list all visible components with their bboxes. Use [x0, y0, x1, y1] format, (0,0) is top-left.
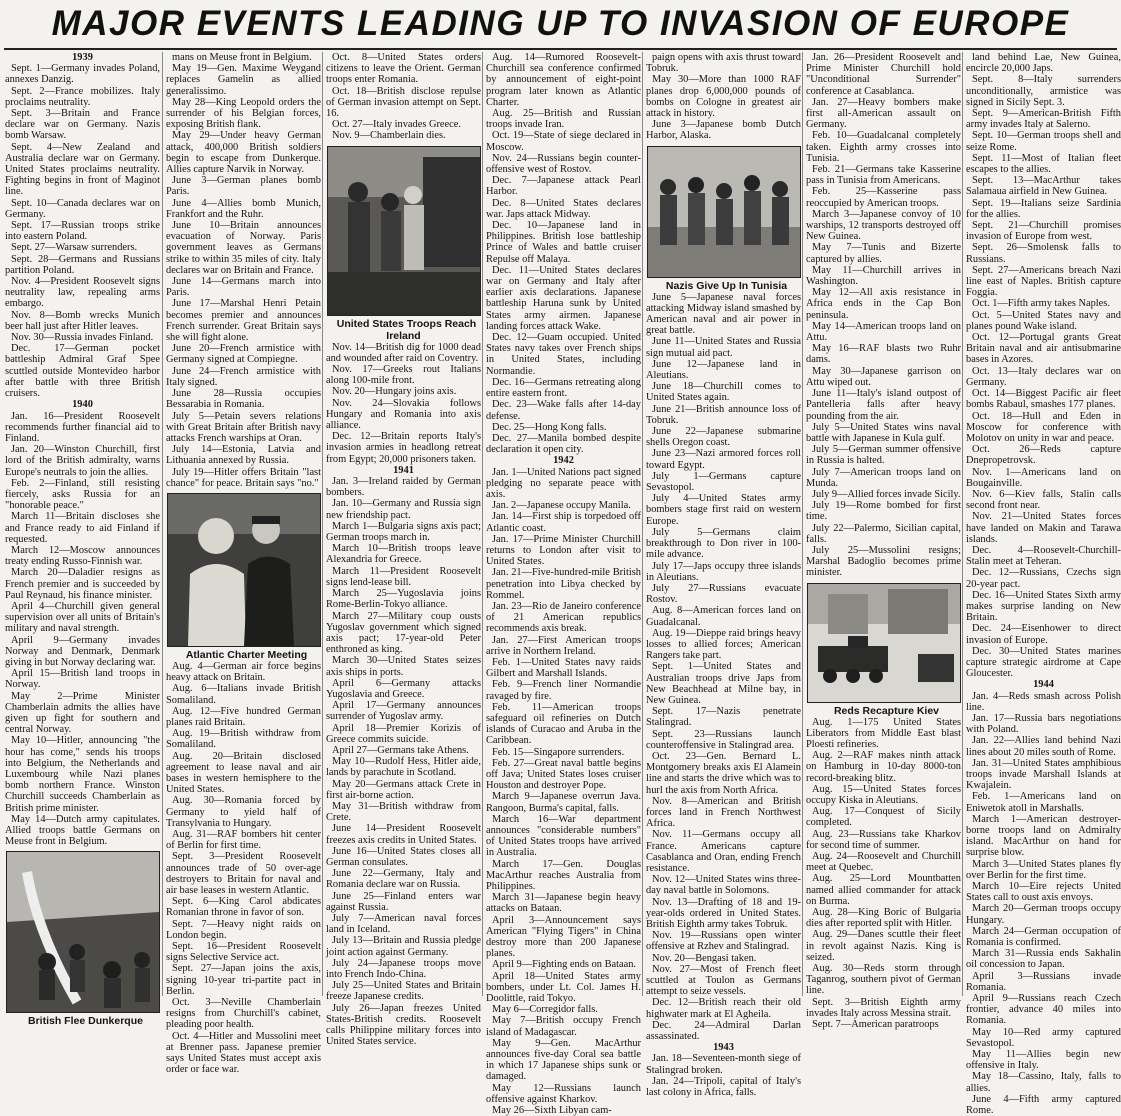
event-entry: Nov. 9—Chamberlain dies.	[332, 130, 446, 142]
event-entry: April 18—Premier Korizis of Greece commits suicide.	[326, 722, 481, 745]
event-entry: Aug. 29—Danes scuttle their fleet in revolt against Nazis. King is seized.	[806, 929, 961, 963]
photo-caption: United States Troops Reach Ireland	[336, 317, 477, 342]
event-entry: Jan. 3—Ireland raided by German bombers.	[326, 476, 481, 499]
event-entry: March 12—Moscow announces treaty ending Russo-Finnish war.	[5, 544, 160, 568]
event-list	[966, 52, 1121, 679]
event-list	[5, 63, 160, 399]
event-entry: Oct. 18—British disclose repulse of German invasion attempt on Sept. 16.	[326, 85, 481, 120]
event-entry: Sept. 17—Nazis penetrate Stalingrad.	[646, 706, 801, 729]
event-entry: Feb. 25—Kasserine pass reoccupied by American troops.	[806, 186, 961, 209]
event-list	[806, 52, 961, 579]
event-entry: July 13—Britain and Russia pledge joint action against Germany.	[326, 935, 481, 958]
event-entry: April 18—United States army bombers, under Lt. Col. James H. Doolittle, raid Tokyo.	[486, 970, 641, 1005]
event-entry: Sept. 27—Japan joins the axis, signing 10-year tri-partite pact in Berlin.	[166, 963, 321, 997]
event-entry: July 25—Mussolini resigns; Marshal Badoglio becomes prime minister.	[806, 544, 961, 579]
event-entry: July 5—Petain severs relations with Great Britain after British navy attacks French warships at Oran.	[166, 410, 321, 444]
column-divider	[802, 52, 803, 996]
event-entry: Oct. 27—Italy invades Greece.	[332, 119, 461, 131]
event-entry: April 3—Announcement says American "Flying Tigers" in China destroy more than 200 Japanese planes.	[486, 914, 641, 960]
event-list	[646, 52, 801, 142]
event-entry: July 9—Allied forces invade Sicily.	[812, 488, 961, 500]
event-entry: Dec. 30—United States marines capture strategic airdrome at Cape Gloucester.	[966, 645, 1121, 680]
event-entry: Oct. 14—Biggest Pacific air fleet bombs Rabaul, smashes 177 planes.	[966, 388, 1121, 411]
event-entry: Aug. 17—Conquest of Sicily completed.	[806, 806, 961, 829]
event-entry: Jan. 18—Seventeen-month siege of Stalingrad broken.	[646, 1053, 801, 1076]
event-entry: March 27—Military coup ousts Yugoslav government which signed axis pact; 17-year-old Peter enthroned as king.	[326, 610, 481, 656]
event-entry: May 12—All axis resistance in Africa ends in the Cap Bon peninsula.	[806, 287, 961, 321]
event-entry: March 9—Japanese overrun Java. Rangoon, Burma's capital, falls.	[486, 791, 641, 814]
event-entry: Nov. 24—Russians begin counter-offensive west of Rostov.	[486, 152, 641, 176]
event-entry: June 14—President Roosevelt freezes axis credits in United States.	[326, 823, 481, 846]
event-entry: June 3—Japanese bomb Dutch Harbor, Alaska.	[646, 119, 801, 142]
event-entry: Sept. 17—Russian troops strike into eastern Poland.	[5, 220, 160, 243]
event-entry: Aug. 30—Romania forced by Germany to yield half of Transylvania to Hungary.	[166, 795, 321, 829]
event-entry: May 30—More than 1000 RAF planes drop 6,000,000 pounds of bombs on Cologne in greatest air attack in history.	[646, 74, 801, 120]
event-entry: May 31—British withdraw from Crete.	[326, 800, 481, 824]
event-entry: Sept. 4—New Zealand and Australia declare war on Germany. United States proclaims neutrality. Fighting begins in front of Maginot line.	[5, 141, 160, 198]
event-entry: mans on Meuse front in Belgium.	[172, 52, 312, 63]
event-entry: March 31—Japanese begin heavy attacks on Bataan.	[486, 892, 641, 915]
event-entry: Dec. 27—Manila bombed despite declaration it open city.	[486, 432, 641, 456]
event-entry: May 14—Dutch army capitulates. Allied troops battle Germans on Meuse front in Belgium.	[5, 813, 160, 848]
event-entry: March 25—Yugoslavia joins Rome-Berlin-Tokyo alliance.	[326, 588, 481, 611]
event-entry: Dec. 12—Russians, Czechs sign 20-year pact.	[966, 567, 1121, 590]
year-heading: 1941	[393, 464, 414, 476]
event-entry: Nov. 14—British dig for 1000 dead and wounded after raid on Coventry.	[326, 341, 481, 364]
event-entry: Nov. 20—Bengasi taken.	[652, 952, 757, 964]
event-list	[5, 411, 160, 848]
event-entry: Aug. 2—RAF makes ninth attack on Hamburg in 10-day 8000-ton record-breaking blitz.	[806, 750, 961, 784]
event-entry: Aug. 4—German air force begins heavy attack on Britain.	[166, 660, 321, 684]
photo-dunkerque	[6, 851, 160, 1013]
event-entry: Sept. 8—Italy surrenders unconditionally, armistice was signed in Sicily Sept. 3.	[966, 74, 1121, 108]
event-entry: June 24—French armistice with Italy signed.	[166, 365, 321, 388]
event-entry: July 14—Estonia, Latvia and Lithuania annexed by Russia.	[166, 444, 321, 467]
column-divider	[162, 52, 163, 996]
event-entry: May 10—Hitler, announcing "the hour has come," sends his troops into Belgium, the Netherlands and Luxembourg while Nazi planes bomb northern France. Winston Churchill succeeds Chamberlain as British prime minister.	[5, 735, 160, 814]
event-list	[646, 1053, 801, 1098]
event-entry: Aug. 19—Dieppe raid brings heavy losses to allied forces; American Rangers take part.	[646, 627, 801, 662]
event-entry: July 26—Japan freezes United States-British credits. Roosevelt calls Philippine military forces into United States service.	[326, 1002, 481, 1048]
event-entry: Aug. 30—Reds storm through Taganrog, southern pivot of German line.	[806, 963, 961, 997]
column-divider	[642, 52, 643, 996]
event-entry: Jan. 23—Rio de Janeiro conference of 21 American republics recommends axis break.	[486, 600, 641, 635]
event-list	[166, 661, 321, 1076]
event-entry: Jan. 10—Germany and Russia sign new friendship pact.	[326, 498, 481, 521]
event-entry: Dec. 7—Japanese attack Pearl Harbor.	[486, 175, 641, 198]
event-entry: Oct. 5—United States navy and planes pound Wake island.	[966, 309, 1121, 332]
event-entry: March 1—American destroyer-borne troops land on Admiralty island. MacArthur on hand for surprise blow.	[966, 813, 1121, 859]
event-entry: Feb. 9—French liner Normandie ravaged by fire.	[486, 679, 641, 702]
column-7	[966, 52, 1121, 1116]
event-entry: March 20—Daladier resigns as French premier and is succeeded by Paul Reynaud, his finance minister.	[5, 567, 160, 601]
event-entry: Sept. 27—Warsaw surrenders.	[11, 242, 138, 254]
event-list	[326, 52, 481, 142]
event-entry: Sept. 9—American-British Fifth army invades Italy at Salerno.	[966, 108, 1121, 131]
headline: MAJOR EVENTS LEADING UP TO INVASION OF EUROPE	[51, 4, 1070, 43]
event-entry: Sept. 10—German troops shell and seize Rome.	[966, 130, 1121, 153]
event-entry: Sept. 1—Germany invades Poland, annexes Danzig.	[5, 63, 160, 86]
column-divider	[482, 52, 483, 996]
event-entry: March 30—United States seizes axis ships in ports.	[326, 655, 481, 678]
event-entry: May 16—RAF blasts two Ruhr dams.	[806, 343, 961, 366]
column-1	[5, 52, 160, 1028]
event-entry: Nov. 30—Russia invades Finland.	[11, 332, 154, 344]
event-entry: April 9—Fighting ends on Bataan.	[492, 959, 637, 971]
event-entry: May 10—Rudolf Hess, Hitler aide, lands by parachute in Scotland.	[326, 756, 481, 779]
event-entry: Dec. 16—United States Sixth army makes surprise landing on New Britain.	[966, 589, 1121, 624]
event-entry: Feb. 1—United States navy raids Gilbert and Marshall Islands.	[486, 656, 641, 680]
event-entry: Nov. 12—United States wins three-day naval battle in Solomons.	[646, 874, 801, 897]
event-entry: Jan. 22—Allies land behind Nazi lines about 20 miles south of Rome.	[966, 735, 1121, 758]
event-entry: Aug. 31—RAF bombers hit center of Berlin for first time.	[166, 828, 321, 852]
event-entry: Nov. 20—Hungary joins axis.	[332, 386, 457, 398]
event-entry: April 27—Germans take Athens.	[332, 744, 469, 756]
event-entry: July 1—Germans capture Sevastopol.	[646, 470, 801, 494]
event-entry: Dec. 4—Roosevelt-Churchill-Stalin meet at Teheran.	[966, 544, 1121, 568]
event-entry: Dec. 8—United States declares war. Japs attack Midway.	[486, 197, 641, 220]
event-entry: July 25—United States and Britain freeze Japanese credits.	[326, 980, 481, 1003]
event-entry: paign opens with axis thrust toward Tobruk.	[646, 52, 801, 75]
event-entry: Dec. 12—Guam occupied. United States navy takes over French ships in United States, including Normandie.	[486, 332, 641, 377]
event-entry: June 14—Germans march into Paris.	[166, 276, 321, 299]
event-entry: June 20—French armistice with Germany signed at Compiegne.	[166, 343, 321, 366]
event-entry: Dec. 17—German pocket battleship Admiral Graf Spee scuttled outside Montevideo harbor after battle with three British cruisers.	[5, 343, 160, 400]
event-entry: April 3—Russians invade Romania.	[966, 970, 1121, 993]
event-entry: Sept. 13—MacArthur takes Salamaua airfield in New Guinea.	[966, 175, 1121, 198]
event-entry: June 3—German planes bomb Paris.	[166, 175, 321, 198]
event-entry: Jan. 21—Five-hundred-mile British penetration into Libya checked by Rommel.	[486, 567, 641, 601]
event-entry: Nov. 27—Most of French fleet scuttled at Toulon as Germans attempt to seize vessels.	[646, 963, 801, 998]
event-entry: May 14—American troops land on Attu.	[806, 320, 961, 344]
event-entry: June 28—Russia occupies Bessarabia in Romania.	[166, 388, 321, 411]
event-entry: Jan. 2—Japanese occupy Manila.	[492, 500, 631, 512]
event-entry: Oct. 8—United States orders citizens to leave the Orient. German troops enter Romania.	[326, 52, 481, 86]
event-entry: Sept. 1—United States and Australian troops drive Japs from New Beachhead at Milne bay, in New Guinea.	[646, 661, 801, 706]
event-entry: March 10—Eire rejects United States call to oust axis envoys.	[966, 881, 1121, 904]
event-entry: July 5—United States wins naval battle with Japanese in Kula gulf.	[806, 421, 961, 444]
headline-rule	[4, 48, 1117, 50]
photo-caption: Nazis Give Up In Tunisia	[665, 279, 788, 292]
event-entry: Aug. 1—175 United States Liberators from Middle East blast Ploesti refineries.	[806, 716, 961, 750]
event-entry: Jan. 14—First ship is torpedoed off Atlantic coast.	[486, 511, 641, 534]
event-entry: Oct. 3—Neville Chamberlain resigns from Churchill's cabinet, pleading poor health.	[166, 997, 321, 1031]
event-entry: May 7—British occupy French island of Madagascar.	[486, 1015, 641, 1038]
event-entry: Oct. 23—Gen. Bernard L. Montgomery breaks axis El Alamein line and starts the drive which was to hurl the axis from North Africa.	[646, 750, 801, 796]
event-list	[166, 52, 321, 489]
event-entry: April 6—Germany attacks Yugoslavia and Greece.	[326, 677, 481, 700]
event-entry: June 16—United States closes all German consulates.	[326, 845, 481, 868]
event-entry: May 6—Corregidor falls.	[492, 1004, 598, 1016]
event-entry: July 19—Hitler offers Britain "last chance" for peace. Britain says "no."	[166, 466, 321, 489]
event-entry: March 16—War department announces "considerable numbers" of United States troops have arrived in Australia.	[486, 813, 641, 859]
event-entry: Aug. 19—British withdraw from Somaliland.	[166, 728, 321, 751]
event-entry: Sept. 19—Italians seize Sardinia for the allies.	[966, 197, 1121, 220]
event-entry: Dec. 16—Germans retreating along entire eastern front.	[486, 376, 641, 400]
column-divider	[962, 52, 963, 996]
event-entry: May 20—Germans attack Crete in first air-borne action.	[326, 778, 481, 801]
event-entry: Nov. 19—Russians open winter offensive at Rzhev and Stalingrad.	[646, 930, 801, 953]
year-heading: 1944	[1033, 679, 1054, 691]
event-entry: Feb. 15—Singapore surrenders.	[492, 746, 625, 758]
event-entry: June 22—Japanese submarine shells Oregon coast.	[646, 426, 801, 449]
event-entry: Aug. 28—King Boric of Bulgaria dies after reported split with Hitler.	[806, 907, 961, 930]
event-entry: May 26—Sixth Libyan cam-	[492, 1105, 612, 1116]
event-entry: Jan. 27—First American troops arrive in Northern Ireland.	[486, 634, 641, 657]
event-entry: Nov. 13—Drafting of 18 and 19-year-olds ordered in United States. British Eighth army takes Tobruk.	[646, 896, 801, 930]
event-entry: land behind Lae, New Guinea, encircle 20,000 Japs.	[966, 52, 1121, 75]
event-entry: Nov. 1—Americans land on Bougainville.	[966, 466, 1121, 489]
event-entry: Aug. 12—Five hundred German planes raid Britain.	[166, 705, 321, 728]
event-entry: July 17—Japs occupy three islands in Aleutians.	[646, 560, 801, 583]
event-entry: Feb. 27—Great naval battle begins off Java; United States loses cruiser Houston and destroyer Pope.	[486, 757, 641, 792]
event-entry: Jan. 16—President Roosevelt recommends further financial aid to Finland.	[5, 410, 160, 444]
event-entry: Sept. 7—American paratroops	[812, 1019, 939, 1031]
event-entry: Oct. 26—Reds capture Dnepropetrovsk.	[966, 444, 1121, 467]
event-entry: Dec. 24—Eisenhower to direct invasion of Europe.	[966, 623, 1121, 646]
event-entry: Nov. 11—Germans occupy all France. Americans capture Casablanca and Oran, ending French resistance.	[646, 829, 801, 874]
event-entry: March 31—Russia ends Sakhalin oil concession to Japan.	[966, 948, 1121, 971]
event-entry: June 25—Finland enters war against Russia.	[326, 890, 481, 913]
event-entry: April 4—Churchill given general supervision over all units of Britain's military and naval strength.	[5, 600, 160, 635]
event-entry: June 11—United States and Russia sign mutual aid pact.	[646, 336, 801, 359]
year-heading: 1942	[553, 455, 574, 467]
event-entry: Nov. 4—President Roosevelt signs neutrality law, repealing arms embargo.	[5, 276, 160, 310]
event-entry: Aug. 25—British and Russian troops invade Iran.	[486, 108, 641, 131]
event-entry: March 11—President Roosevelt signs lend-lease bill.	[326, 565, 481, 588]
event-entry: May 9—Gen. MacArthur announces five-day Coral sea battle in which 17 Japanese ships sunk or damaged.	[486, 1037, 641, 1083]
event-entry: April 9—Russians reach Czech frontier, advance 40 miles into Romania.	[966, 993, 1121, 1027]
event-entry: Oct. 19—State of siege declared in Moscow.	[486, 130, 641, 153]
event-entry: Dec. 12—Britain reports Italy's invasion armies in headlong retreat from Egypt; 20,000 prisoners taken.	[326, 431, 481, 465]
event-entry: March 20—German troops occupy Hungary.	[966, 903, 1121, 926]
event-entry: June 10—Britain announces evacuation of Norway. Paris government leaves as Germans strike to within 35 miles of city. Italy declares war on Britain and France.	[166, 220, 321, 276]
photo-caption: British Flee Dunkerque	[28, 1015, 143, 1028]
column-6	[806, 52, 961, 1031]
event-entry: Sept. 10—Canada declares war on Germany.	[5, 197, 160, 220]
event-entry: Dec. 24—Admiral Darlan assassinated.	[646, 1019, 801, 1043]
event-entry: Jan. 4—Reds smash across Polish line.	[966, 690, 1121, 713]
event-entry: Sept. 16—President Roosevelt signs Selective Service act.	[166, 941, 321, 964]
event-list	[806, 717, 961, 1031]
event-entry: May 11—Allies begin new offensive in Italy.	[966, 1049, 1121, 1072]
event-entry: July 5—Germans claim breakthrough to Don river in 100-mile advance.	[646, 526, 801, 561]
event-entry: July 19—Rome bombed for first time.	[806, 500, 961, 523]
event-entry: May 7—Tunis and Bizerte captured by allies.	[806, 242, 961, 265]
event-entry: May 30—Japanese garrison on Attu wiped out.	[806, 365, 961, 388]
event-entry: Jan. 17—Russia bars negotiations with Poland.	[966, 712, 1121, 736]
event-entry: Nov. 6—Kiev falls, Stalin calls second front near.	[966, 488, 1121, 512]
event-entry: Sept. 2—France mobilizes. Italy proclaims neutrality.	[5, 85, 160, 108]
event-entry: Sept. 21—Churchill promises invasion of Europe from west.	[966, 220, 1121, 243]
column-4	[486, 52, 641, 1116]
event-entry: Nov. 21—United States forces have landed on Makin and Tarawa islands.	[966, 511, 1121, 545]
event-list	[486, 467, 641, 1116]
event-entry: June 18—Churchill comes to United States again.	[646, 381, 801, 404]
event-entry: Dec. 25—Hong Kong falls.	[492, 421, 607, 433]
event-entry: Oct. 4—Hitler and Mussolini meet at Brenner pass. Japanese premier says United States must accept axis order or face war.	[166, 1030, 321, 1076]
photo-troops-ireland	[327, 146, 481, 316]
event-entry: May 11—Churchill arrives in Washington.	[806, 264, 961, 288]
photo-kiev	[807, 583, 961, 703]
event-entry: June 21—British announce loss of Tobruk.	[646, 403, 801, 426]
event-list	[326, 476, 481, 1047]
event-entry: Aug. 24—Roosevelt and Churchill meet at Quebec.	[806, 850, 961, 874]
event-entry: Dec. 11—United States declares war on Germany and Italy after earlier axis declarations. Japanese battleship Haruna sunk by United States army airmen. Japanese landing forces attack Wake.	[486, 264, 641, 332]
event-entry: June 11—Italy's island outpost of Pantelleria falls after heavy pounding from the air.	[806, 388, 961, 422]
event-entry: June 4—Allies bomb Munich, Frankfort and the Ruhr.	[166, 197, 321, 220]
event-entry: March 24—German occupation of Romania is confirmed.	[966, 925, 1121, 949]
event-entry: Feb. 10—Guadalcanal completely taken. Eighth army crosses into Tunisia.	[806, 130, 961, 164]
event-entry: July 22—Palermo, Sicilian capital, falls.	[806, 522, 961, 545]
event-entry: May 2—Prime Minister Chamberlain admits the allies have given up fight for southern and central Norway.	[5, 690, 160, 736]
event-entry: Aug. 14—Rumored Roosevelt-Churchill sea conference confirmed by announcement of eight-point program later known as Atlantic Charter.	[486, 52, 641, 108]
event-entry: Sept. 23—Russians launch counteroffensive in Stalingrad area.	[646, 728, 801, 751]
event-entry: Feb. 21—Germans take Kasserine pass in Tunisia from Americans.	[806, 164, 961, 187]
year-heading: 1939	[72, 52, 93, 63]
column-divider	[322, 52, 323, 996]
event-entry: Aug. 23—Russians take Kharkov for second time of summer.	[806, 828, 961, 851]
event-list	[326, 342, 481, 465]
event-entry: May 10—Red army captured Sevastopol.	[966, 1026, 1121, 1049]
event-entry: Aug. 8—American forces land on Guadalcanal.	[646, 605, 801, 628]
event-entry: May 19—Gen. Maxime Weygand replaces Gamelin as allied generalissimo.	[166, 63, 321, 97]
event-entry: April 17—Germany announces surrender of Yugoslav army.	[326, 700, 481, 723]
event-list	[486, 52, 641, 455]
event-entry: March 11—Britain discloses she and France ready to aid Finland if requested.	[5, 511, 160, 545]
event-entry: Sept. 3—Britain and France declare war on Germany. Nazis bomb Warsaw.	[5, 108, 160, 142]
event-entry: Nov. 24—Slovakia follows Hungary and Romania into axis alliance.	[326, 397, 481, 432]
column-5	[646, 52, 801, 1099]
event-entry: Nov. 8—American and British forces land in French Northwest Africa.	[646, 795, 801, 830]
event-entry: July 24—Japanese troops move into French Indo-China.	[326, 957, 481, 980]
photo-tunisia	[647, 146, 801, 278]
event-entry: June 22—Germany, Italy and Romania declare war on Russia.	[326, 868, 481, 891]
event-entry: Sept. 28—Germans and Russians partition Poland.	[5, 253, 160, 276]
event-entry: March 3—Japanese convoy of 10 warships, 12 transports destroyed off New Guinea.	[806, 208, 961, 243]
event-entry: Jan. 1—United Nations pact signed pledging no separate peace with axis.	[486, 466, 641, 500]
event-entry: March 10—British troops leave Alexandria for Greece.	[326, 543, 481, 566]
photo-caption: Reds Recapture Kiev	[833, 704, 940, 717]
event-entry: May 12—Russians launch offensive against Kharkov.	[486, 1082, 641, 1105]
event-entry: Oct. 18—Hull and Eden in Moscow for conference with Molotov on unity in war and peace.	[966, 410, 1121, 444]
column-3	[326, 52, 481, 1048]
event-entry: Sept. 11—Most of Italian fleet escapes to the allies.	[966, 152, 1121, 176]
event-entry: July 7—American troops land on Munda.	[806, 466, 961, 489]
event-list	[966, 691, 1121, 1116]
event-entry: Jan. 20—Winston Churchill, first lord of the British admiralty, warns Europe's neutrals to join the allies.	[5, 444, 160, 478]
event-entry: Jan. 24—Tripoli, capital of Italy's last colony in Africa, falls.	[646, 1075, 801, 1099]
event-entry: Sept. 26—Smolensk falls to Russians.	[966, 242, 1121, 265]
event-entry: July 27—Russians evacuate Rostov.	[646, 582, 801, 606]
event-entry: Aug. 20—Britain disclosed agreement to lease naval and air bases in western hemisphere to the United States.	[166, 750, 321, 796]
event-entry: June 5—Japanese naval forces attacking Midway island smashed by American naval and air power in great battle.	[646, 291, 801, 337]
event-entry: Nov. 17—Greeks rout Italians along 100-mile front.	[326, 364, 481, 387]
event-entry: Aug. 6—Italians invade British Somaliland.	[166, 683, 321, 706]
event-entry: Sept. 6—King Carol abdicates Romanian throne in favor of son.	[166, 896, 321, 919]
event-entry: Jan. 26—President Roosevelt and Prime Minister Churchill hold "Unconditional Surrender" conference at Casablanca.	[806, 52, 961, 97]
event-entry: Feb. 1—Americans land on Eniwetok atoll in Marshalls.	[966, 791, 1121, 814]
event-entry: May 29—Under heavy German attack, 400,000 British soldiers begin to escape from Dunkerque. Allies capture Narvik in Norway.	[166, 130, 321, 176]
event-entry: Sept. 3—British Eighth army invades Italy across Messina strait.	[806, 996, 961, 1019]
event-entry: Jan. 31—United States amphibious troops invade Marshall Islands at Kwajalein.	[966, 757, 1121, 792]
event-entry: July 5—German summer offensive in Russia is halted.	[806, 444, 961, 467]
event-entry: May 28—King Leopold orders the surrender of his Belgian forces, exposing British flank.	[166, 96, 321, 131]
event-entry: Oct. 12—Portugal grants Great Britain naval and air antisubmarine bases in Azores.	[966, 332, 1121, 366]
year-heading: 1940	[72, 399, 93, 411]
year-heading: 1943	[713, 1042, 734, 1054]
photo-caption: Atlantic Charter Meeting	[185, 648, 308, 661]
event-entry: Jan. 17—Prime Minister Churchill returns to London after visit to United States.	[486, 533, 641, 568]
event-entry: July 7—American naval forces land in Iceland.	[326, 912, 481, 936]
event-entry: June 4—Fifth army captured Rome.	[966, 1093, 1121, 1116]
event-entry: Feb. 11—American troops safeguard oil refineries on Dutch islands of Curacao and Aruba in the Caribbean.	[486, 701, 641, 747]
event-entry: June 23—Nazi armored forces roll toward Egypt.	[646, 448, 801, 471]
event-entry: April 15—British land troops in Norway.	[5, 668, 160, 691]
event-entry: Jan. 27—Heavy bombers make first all-American assault on Germany.	[806, 96, 961, 131]
event-list	[646, 292, 801, 1043]
event-entry: Sept. 27—Americans breach Nazi line east of Naples. British capture Foggia.	[966, 264, 1121, 299]
event-entry: Dec. 12—British reach their old highwater mark at El Agheila.	[646, 997, 801, 1020]
event-entry: July 4—United States army bombers stage first raid on western Europe.	[646, 493, 801, 527]
event-entry: May 18—Cassino, Italy, falls to allies.	[966, 1071, 1121, 1094]
photo-atlantic-charter	[167, 493, 321, 647]
event-entry: April 9—Germany invades Norway and Denmark, Denmark giving in but Norway declaring war.	[5, 634, 160, 668]
event-entry: Oct. 1—Fifth army takes Naples.	[972, 298, 1110, 310]
event-entry: June 17—Marshal Henri Petain becomes premier and announces French surrender. Great Britain says she will fight alone.	[166, 298, 321, 344]
event-entry: Oct. 13—Italy declares war on Germany.	[966, 365, 1121, 388]
event-entry: Feb. 2—Finland, still resisting fiercely, asks Russia for an "honorable peace."	[5, 477, 160, 512]
event-entry: March 1—Bulgaria signs axis pact; German troops march in.	[326, 520, 481, 544]
event-entry: Sept. 7—Heavy night raids on London begin.	[166, 918, 321, 941]
event-entry: March 3—United States planes fly over Berlin for the first time.	[966, 858, 1121, 881]
event-entry: June 12—Japanese land in Aleutians.	[646, 358, 801, 382]
event-entry: Dec. 10—Japanese land in Philippines. British lose battleship Prince of Wales and battle cruiser Repulse off Malaya.	[486, 220, 641, 265]
event-entry: Aug. 15—United States forces occupy Kiska in Aleutians.	[806, 783, 961, 806]
event-entry: Aug. 25—Lord Mountbatten named allied commander for attack on Burma.	[806, 873, 961, 907]
event-entry: March 17—Gen. Douglas MacArthur reaches Australia from Philippines.	[486, 858, 641, 893]
event-entry: Dec. 23—Wake falls after 14-day defense.	[486, 399, 641, 422]
column-2	[166, 52, 321, 1076]
event-entry: Sept. 3—President Roosevelt announces trade of 50 over-age destroyers to Britain for naval and air base leases in western Atlantic.	[166, 851, 321, 896]
event-entry: Nov. 8—Bomb wrecks Munich beer hall just after Hitler leaves.	[5, 309, 160, 332]
